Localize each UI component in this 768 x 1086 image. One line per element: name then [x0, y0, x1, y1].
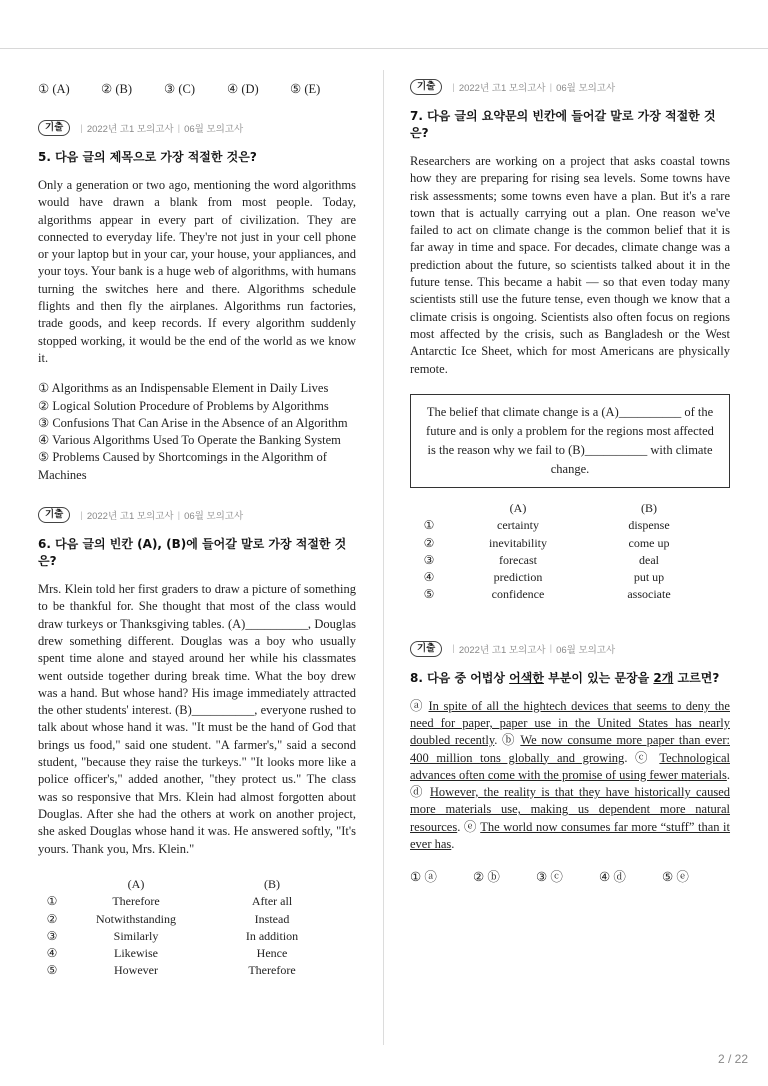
row-number: ④	[423, 570, 435, 585]
question-passage: Only a generation or two ago, mentioning the word algorithms would have drawn a blank from most people. Today, algorithms appear in every part of civilization. They are connected to everyday life. They're not just in your cell phone or your laptop but in your car, your house, your appliances, and your toys. Your bank is a huge web of algorithms, with humans turning the switches here and there. Algorithms schedule flights and then fly the airplanes. Algorithms run factories, trade goods, and keep records. If every algorithm suddenly stopped working, it would be the end of the world as we know it.	[38, 178, 356, 365]
row-number: ③	[46, 928, 58, 943]
question-8-meta	[410, 640, 730, 658]
row-number: ③	[423, 552, 435, 567]
row-b: put up	[633, 570, 665, 585]
option-4[interactable]: ④ ⓓ	[599, 870, 626, 885]
choice-2[interactable]: ② Logical Solution Procedure of Problems by Algorithms	[38, 398, 329, 413]
title-emphasis: 2개	[653, 670, 674, 685]
header-a: (A)	[127, 876, 145, 891]
question-8-options	[410, 865, 730, 887]
answer-row[interactable]	[410, 517, 710, 534]
row-a: forecast	[499, 552, 537, 567]
underlined-sentence: Technological advances often come with the promise of using fewer materials	[410, 750, 730, 782]
exam-month: 06월 모의고사	[184, 511, 244, 523]
question-passage: ⓐ In spite of all the hightech devices that seems to deny the need for paper, paper use in the United States has nearly doubled recently. ⓑ We now consume more paper than ever: 400 million tons globally and growing. ⓒ Technological advances often come with the promise of using fewer materials. ⓓ However, the reality is that they have historically caused more materials use, making us dependent more natural resources. ⓔ The world now consumes far more “stuff” than it ever has.	[410, 698, 731, 852]
option-5[interactable]: ⑤ ⓔ	[662, 870, 689, 885]
meta-separator: |	[549, 81, 553, 93]
question-7-meta	[410, 78, 730, 96]
answer-row[interactable]	[38, 910, 338, 927]
exam-year: 2022년 고1 모의고사	[86, 124, 174, 135]
row-number: ①	[46, 894, 58, 909]
title-part: 고르면?	[673, 670, 720, 685]
answer-choices	[38, 380, 356, 484]
question-passage: Mrs. Klein told her first graders to draw a picture of something to be thankful for. She thought that most of the class would draw turkeys or Thanksgiving tables. (A)__________, Douglas drew something different. Douglas was a boy who usually spent time alone and stayed around her while his classmates went outside together during break time. What the boy drew was a hand. But whose hand? His image immediately attracted the other students' interest. (B)__________, everyone rushed to talk about whose hand it was. "It must be the hand of God that brings us food," said one student. "A farmer's," said a second student, "because they raise the turkeys." "It looks more like a police officer's," added another, "they protect us." The class was so responsive that Mrs. Klein had almost forgotten about Douglas. After she had the others at work on another project, she asked Douglas whose hand it was. He answered softly, "It's yours. Thank you, Mrs. Klein."	[38, 582, 356, 856]
question-6-meta	[38, 506, 356, 524]
sentence-marker: ⓓ	[410, 785, 425, 800]
underlined-sentence: The world now consumes far more “stuff” than it ever has	[410, 819, 731, 852]
row-number: ②	[46, 911, 58, 926]
exam-month: 06월 모의고사	[184, 124, 244, 135]
answer-row[interactable]	[410, 552, 710, 569]
meta-separator: |	[80, 509, 83, 521]
question-title: 6. 다음 글의 빈칸 (A), (B)에 들어갈 말로 가장 적절한 것은?	[38, 537, 347, 569]
row-a: However	[114, 963, 158, 978]
sentence-marker: ⓑ	[502, 733, 516, 748]
option-3[interactable]: ③ ⓒ	[536, 870, 563, 885]
answer-row[interactable]	[38, 962, 338, 979]
sentence-marker: ⓔ	[463, 819, 477, 834]
answer-row[interactable]	[410, 569, 710, 586]
exam-year: 2022년 고1 모의고사	[86, 511, 174, 523]
row-a: inevitability	[489, 535, 547, 550]
exam-month: 06월 모의고사	[556, 83, 616, 94]
question-title: 5. 다음 글의 제목으로 가장 적절한 것은?	[38, 150, 257, 164]
row-number: ⑤	[46, 963, 58, 978]
header-a: (A)	[509, 501, 527, 515]
title-emphasis: 어색한	[509, 670, 544, 685]
question-title: 7. 다음 글의 요약문의 빈칸에 들어갈 말로 가장 적절한 것은?	[410, 109, 716, 140]
meta-separator: |	[177, 122, 181, 134]
past-exam-badge: 기출	[38, 120, 70, 136]
right-column	[410, 78, 730, 887]
title-part: 8. 다음 중 어법상	[410, 670, 510, 685]
answer-row[interactable]	[38, 893, 338, 910]
choice-1[interactable]: ① Algorithms as an Indispensable Element in Daily Lives	[38, 381, 329, 396]
row-b: After all	[251, 894, 293, 909]
row-a: confidence	[491, 587, 545, 602]
choice-4[interactable]: ④ Various Algorithms Used To Operate the Banking System	[38, 433, 341, 448]
row-b: associate	[627, 587, 671, 602]
row-a: Likewise	[114, 946, 158, 961]
meta-separator: |	[452, 81, 455, 93]
title-part: 부분이 있는 문장을	[543, 670, 654, 685]
answer-row[interactable]	[38, 945, 338, 962]
row-b: In addition	[245, 928, 299, 943]
option-1[interactable]: ① ⓐ	[410, 870, 437, 885]
row-number: ①	[423, 518, 435, 533]
row-b: come up	[628, 535, 670, 550]
option-3[interactable]: ③ (C)	[164, 82, 195, 96]
past-exam-badge: 기출	[410, 79, 442, 95]
answer-table-header	[410, 500, 710, 517]
exam-year: 2022년 고1 모의고사	[458, 644, 546, 656]
row-number: ④	[46, 946, 58, 961]
sentence-marker: ⓐ	[410, 698, 424, 713]
underlined-sentence: In spite of all the hightech devices that seems to deny the need for paper, paper use in the United States has nearly doubled recently	[410, 698, 730, 748]
option-4[interactable]: ④ (D)	[227, 82, 259, 96]
question-7	[410, 78, 730, 604]
meta-separator: |	[549, 643, 553, 655]
answer-table	[410, 500, 710, 604]
option-2[interactable]: ② (B)	[101, 82, 132, 96]
exam-year: 2022년 고1 모의고사	[458, 83, 546, 94]
underlined-sentence: However, the reality is that they have historically caused more materials use, making us dependent more natural resources	[410, 785, 730, 834]
column-divider	[383, 70, 384, 1045]
option-1[interactable]: ① (A)	[38, 82, 70, 96]
question-5-meta	[38, 119, 356, 137]
question-5	[38, 119, 356, 484]
answer-table-header	[38, 876, 338, 893]
row-a: Therefore	[112, 894, 160, 909]
previous-question-options	[38, 78, 356, 100]
question-passage: Researchers are working on a project that asks coastal towns how they are preparing for rising sea levels. Some towns have risk assessments; some towns even have a plan. But it's a rare town that is actually carrying out a plan. One reason we've failed to act on climate change is the common belief that it is far away in time and space. For decades, climate change was a prediction about the future, so scientists talked about it in the future tense. This became a habit — so that even today many scientists still use the future tense, even though we know that a climate crisis is ongoing. Scientists also often focus on regions most affected by the crisis, such as Bangladesh or the West Antarctic Ice Sheet, which for most Americans are physically remote.	[410, 154, 730, 376]
sentence-marker: ⓒ	[635, 750, 652, 765]
row-b: Hence	[256, 946, 288, 961]
row-a: prediction	[493, 570, 543, 585]
header-b: (B)	[264, 876, 280, 891]
answer-row[interactable]	[38, 928, 338, 945]
row-a: Notwithstanding	[96, 911, 176, 926]
option-2[interactable]: ② ⓑ	[473, 870, 500, 885]
row-b: dispense	[628, 518, 670, 533]
question-title	[410, 669, 730, 686]
row-b: deal	[639, 552, 659, 567]
past-exam-badge: 기출	[410, 641, 442, 657]
question-6	[38, 506, 356, 980]
answer-row[interactable]	[410, 586, 710, 603]
answer-row[interactable]	[410, 534, 710, 551]
option-5[interactable]: ⑤ (E)	[290, 82, 321, 96]
row-b: Instead	[254, 911, 290, 926]
row-b: Therefore	[248, 963, 296, 978]
past-exam-badge: 기출	[38, 507, 70, 523]
left-column	[38, 78, 356, 980]
header-rule	[0, 48, 768, 49]
meta-separator: |	[177, 509, 181, 521]
row-a: certainty	[497, 518, 539, 533]
question-8	[410, 640, 730, 888]
meta-separator: |	[452, 643, 455, 655]
exam-month: 06월 모의고사	[556, 644, 616, 656]
choice-3[interactable]: ③ Confusions That Can Arise in the Absence of an Algorithm	[38, 415, 348, 430]
header-b: (B)	[641, 501, 657, 515]
row-number: ②	[423, 535, 435, 550]
underlined-sentence: We now consume more paper than ever: 400 million tons globally and growing	[410, 733, 730, 765]
page-number: 2 / 22	[717, 1052, 748, 1066]
choice-5[interactable]: ⑤ Problems Caused by Shortcomings in the Algorithm of Machines	[38, 450, 327, 482]
answer-table	[38, 876, 338, 980]
meta-separator: |	[80, 122, 83, 134]
row-number: ⑤	[423, 587, 435, 602]
row-a: Similarly	[113, 928, 159, 943]
summary-box: The belief that climate change is a (A)__________ of the future and is only a problem for the regions most affected is the reason why we fail to (B)__________ with climate change.	[410, 394, 730, 488]
